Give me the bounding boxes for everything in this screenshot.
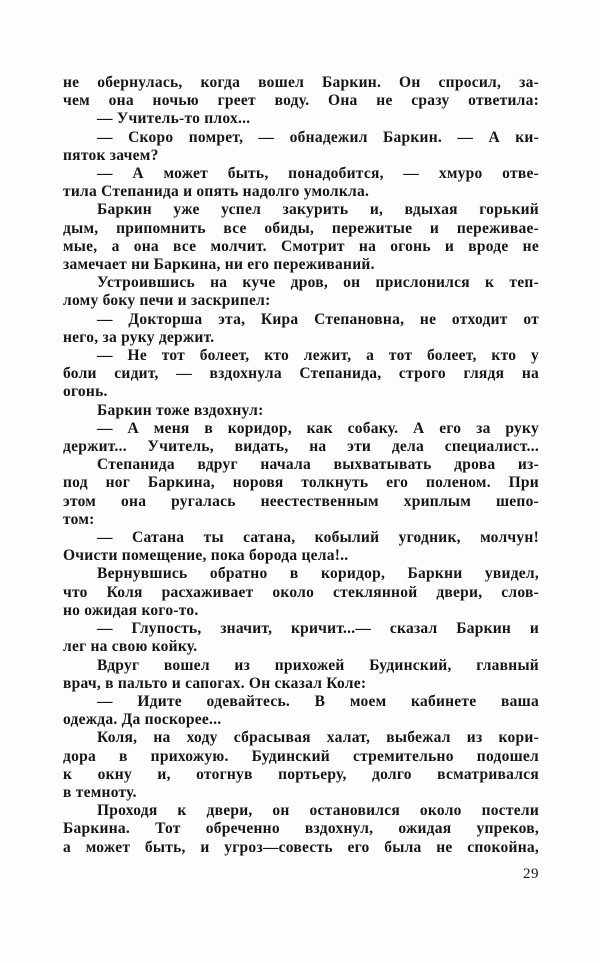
text-line: этом она ругалась неестественным хриплым шепо- xyxy=(63,492,539,510)
text-line: врач, в пальто и сапогах. Он сказал Коле: xyxy=(63,674,367,692)
text-line: Степанида вдруг начала выхватывать дрова из- xyxy=(97,456,539,474)
page-text-block xyxy=(63,74,539,857)
text-line: к окну и, отогнув портьеру, долго всматривался xyxy=(63,765,539,783)
text-line: дым, припомнить все обиды, пережитые и переживае- xyxy=(63,219,539,237)
text-line: но ожидая кого-то. xyxy=(63,601,199,619)
text-line: — Не тот болеет, кто лежит, а тот болеет, кто у xyxy=(97,347,539,365)
text-line: — Учитель-то плох... xyxy=(97,110,251,128)
text-line: замечает ни Баркина, ни его переживаний. xyxy=(63,256,375,274)
text-line: Вдруг вошел из прихожей Будинский, главный xyxy=(97,656,539,674)
text-line: — А может быть, понадобится, — хмуро отве- xyxy=(97,165,539,183)
text-line: — А меня в коридор, как собаку. А его за руку xyxy=(97,419,539,437)
text-line: Коля, на ходу сбрасывая халат, выбежал из кори- xyxy=(97,729,539,747)
text-line: него, за руку держит. xyxy=(63,328,215,346)
text-line: — Скоро помрет, — обнадежил Баркин. — А ки- xyxy=(97,128,539,146)
text-line: пяток зачем? xyxy=(63,146,159,164)
text-line: — Докторша эта, Кира Степановна, не отходит от xyxy=(97,310,539,328)
text-line: боли сидит, — вздохнула Степанида, строго глядя на xyxy=(63,365,539,383)
text-line: Очисти помещение, пока борода цела!.. xyxy=(63,547,349,565)
text-line: чем она ночью греет воду. Она не сразу ответила: xyxy=(63,92,539,110)
text-line: Баркин уже успел закурить и, вдыхая горький xyxy=(97,201,539,219)
text-line: не обернулась, когда вошел Баркин. Он спросил, за- xyxy=(63,74,539,91)
text-line: лому боку печи и заскрипел: xyxy=(63,292,271,310)
text-line: а может быть, и угроз—совесть его была не спокойна, xyxy=(63,838,539,856)
text-line: Устроившись на куче дров, он прислонился к теп- xyxy=(97,274,539,292)
text-line: огонь. xyxy=(63,383,108,401)
text-line: что Коля расхаживает около стеклянной двери, слов- xyxy=(63,583,539,601)
text-line: — Глупость, значит, кричит...— сказал Баркин и xyxy=(97,620,539,638)
text-line: дора в прихожую. Будинский стремительно подошел xyxy=(63,747,539,765)
text-line: одежда. Да поскорее... xyxy=(63,711,222,729)
text-line: держит... Учитель, видать, на эти дела специалист... xyxy=(63,438,539,456)
page-number: 29 xyxy=(523,866,539,882)
text-line: мые, а она все молчит. Смотрит на огонь и вроде не xyxy=(63,237,539,255)
text-line: — Идите одевайтесь. В моем кабинете ваша xyxy=(97,692,539,710)
text-line: Проходя к двери, он остановился около постели xyxy=(97,802,539,820)
text-line: Вернувшись обратно в коридор, Баркни увидел, xyxy=(97,565,539,583)
text-line: под ног Баркина, норовя толкнуть его поленом. При xyxy=(63,474,539,492)
text-line: лег на свою койку. xyxy=(63,638,198,656)
text-line: том: xyxy=(63,510,95,528)
text-line: Баркина. Тот обреченно вздохнул, ожидая упреков, xyxy=(63,820,539,838)
text-line: — Сатана ты сатана, кобылий угодник, молчун! xyxy=(97,529,539,547)
text-line: Баркин тоже вздохнул: xyxy=(97,401,264,419)
text-line: в темноту. xyxy=(63,783,137,801)
text-line: тила Степанида и опять надолго умолкла. xyxy=(63,183,370,201)
